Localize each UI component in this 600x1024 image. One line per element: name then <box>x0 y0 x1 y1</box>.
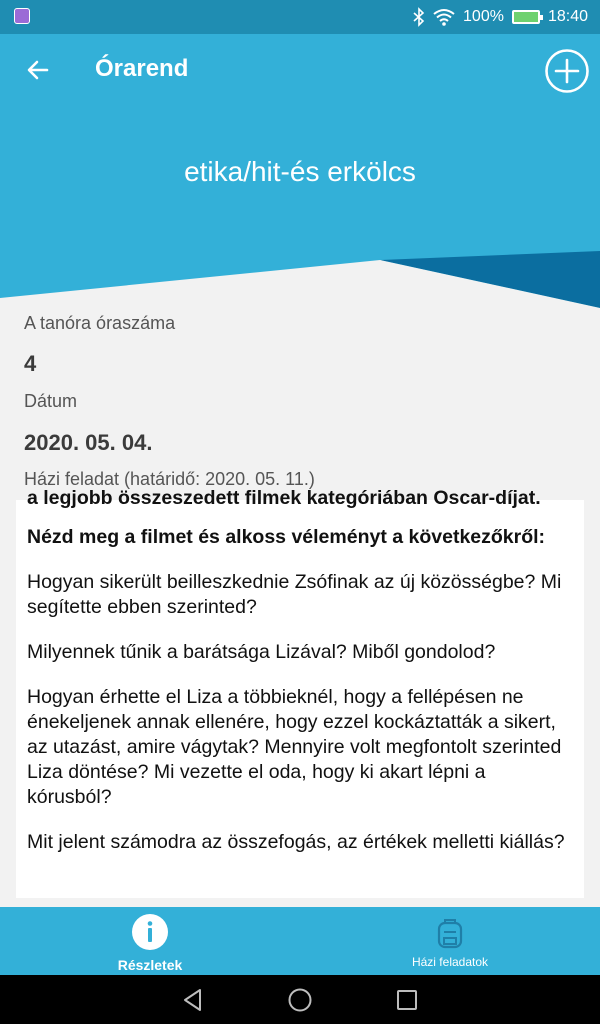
bluetooth-icon <box>413 8 425 26</box>
tab-homework[interactable] <box>300 907 600 975</box>
info-icon <box>131 913 169 951</box>
date-label: Dátum <box>24 391 78 411</box>
add-circle-icon <box>544 48 590 94</box>
bottom-navigation <box>0 907 600 975</box>
lesson-number-value: 4 <box>24 351 37 376</box>
homework-paragraph: Hogyan érhette el Liza a többieknél, hogy a fellépésen ne énekeljenek annak ellenére, hogy ezzel kockáztatták a sikert, az utazást, amire vágytak? Mennyire volt megfontolt szerinted Liza döntése? Mi vezette el oda, hogy ki akart lépni a kórusból? <box>27 686 562 808</box>
tab-homework-label: Házi feladatok <box>411 955 489 969</box>
wifi-icon <box>433 8 455 26</box>
tab-details[interactable] <box>0 907 300 975</box>
homework-paragraph: Milyennek tűnik a barátsága Lizával? Miből gondolod? <box>27 641 496 663</box>
clock: 18:40 <box>547 8 588 25</box>
date-value: 2020. 05. 04. <box>24 430 153 455</box>
subject-header <box>0 108 600 308</box>
recents-square-icon[interactable] <box>394 987 420 1013</box>
battery-icon <box>512 10 540 24</box>
tab-details-label: Részletek <box>117 957 183 973</box>
header-background <box>0 108 600 308</box>
system-navigation-bar <box>0 975 600 1024</box>
subject-title: etika/hit-és erkölcs <box>184 156 416 187</box>
backpack-icon <box>436 917 464 949</box>
lesson-number-label: A tanóra óraszáma <box>24 313 176 333</box>
homework-heading: Nézd meg a filmet és alkoss véleményt a következőkről: <box>27 526 546 548</box>
app-bar <box>0 34 600 108</box>
homework-content[interactable] <box>16 487 584 898</box>
back-arrow-icon <box>26 58 50 82</box>
app-icon <box>14 8 30 24</box>
status-icons <box>413 6 588 28</box>
back-triangle-icon[interactable] <box>180 987 206 1013</box>
homework-paragraph: Mit jelent számodra az összefogás, az értékek melletti kiállás? <box>27 831 565 853</box>
homework-paragraph: Hogyan sikerült beilleszkednie Zsófinak az új közösségbe? Mi segítette ebben szerinted? <box>27 571 562 618</box>
status-bar <box>0 0 600 34</box>
homework-cut-line: a legjobb összeszedett filmek kategóriában Oscar-díjat. <box>27 487 541 509</box>
add-button[interactable] <box>544 48 590 94</box>
homework-label: Házi feladat (határidő: 2020. 05. 11.) <box>24 469 315 489</box>
battery-percent: 100% <box>463 8 504 25</box>
home-circle-icon[interactable] <box>287 987 313 1013</box>
back-button[interactable] <box>18 50 58 90</box>
page-title: Órarend <box>95 55 189 82</box>
